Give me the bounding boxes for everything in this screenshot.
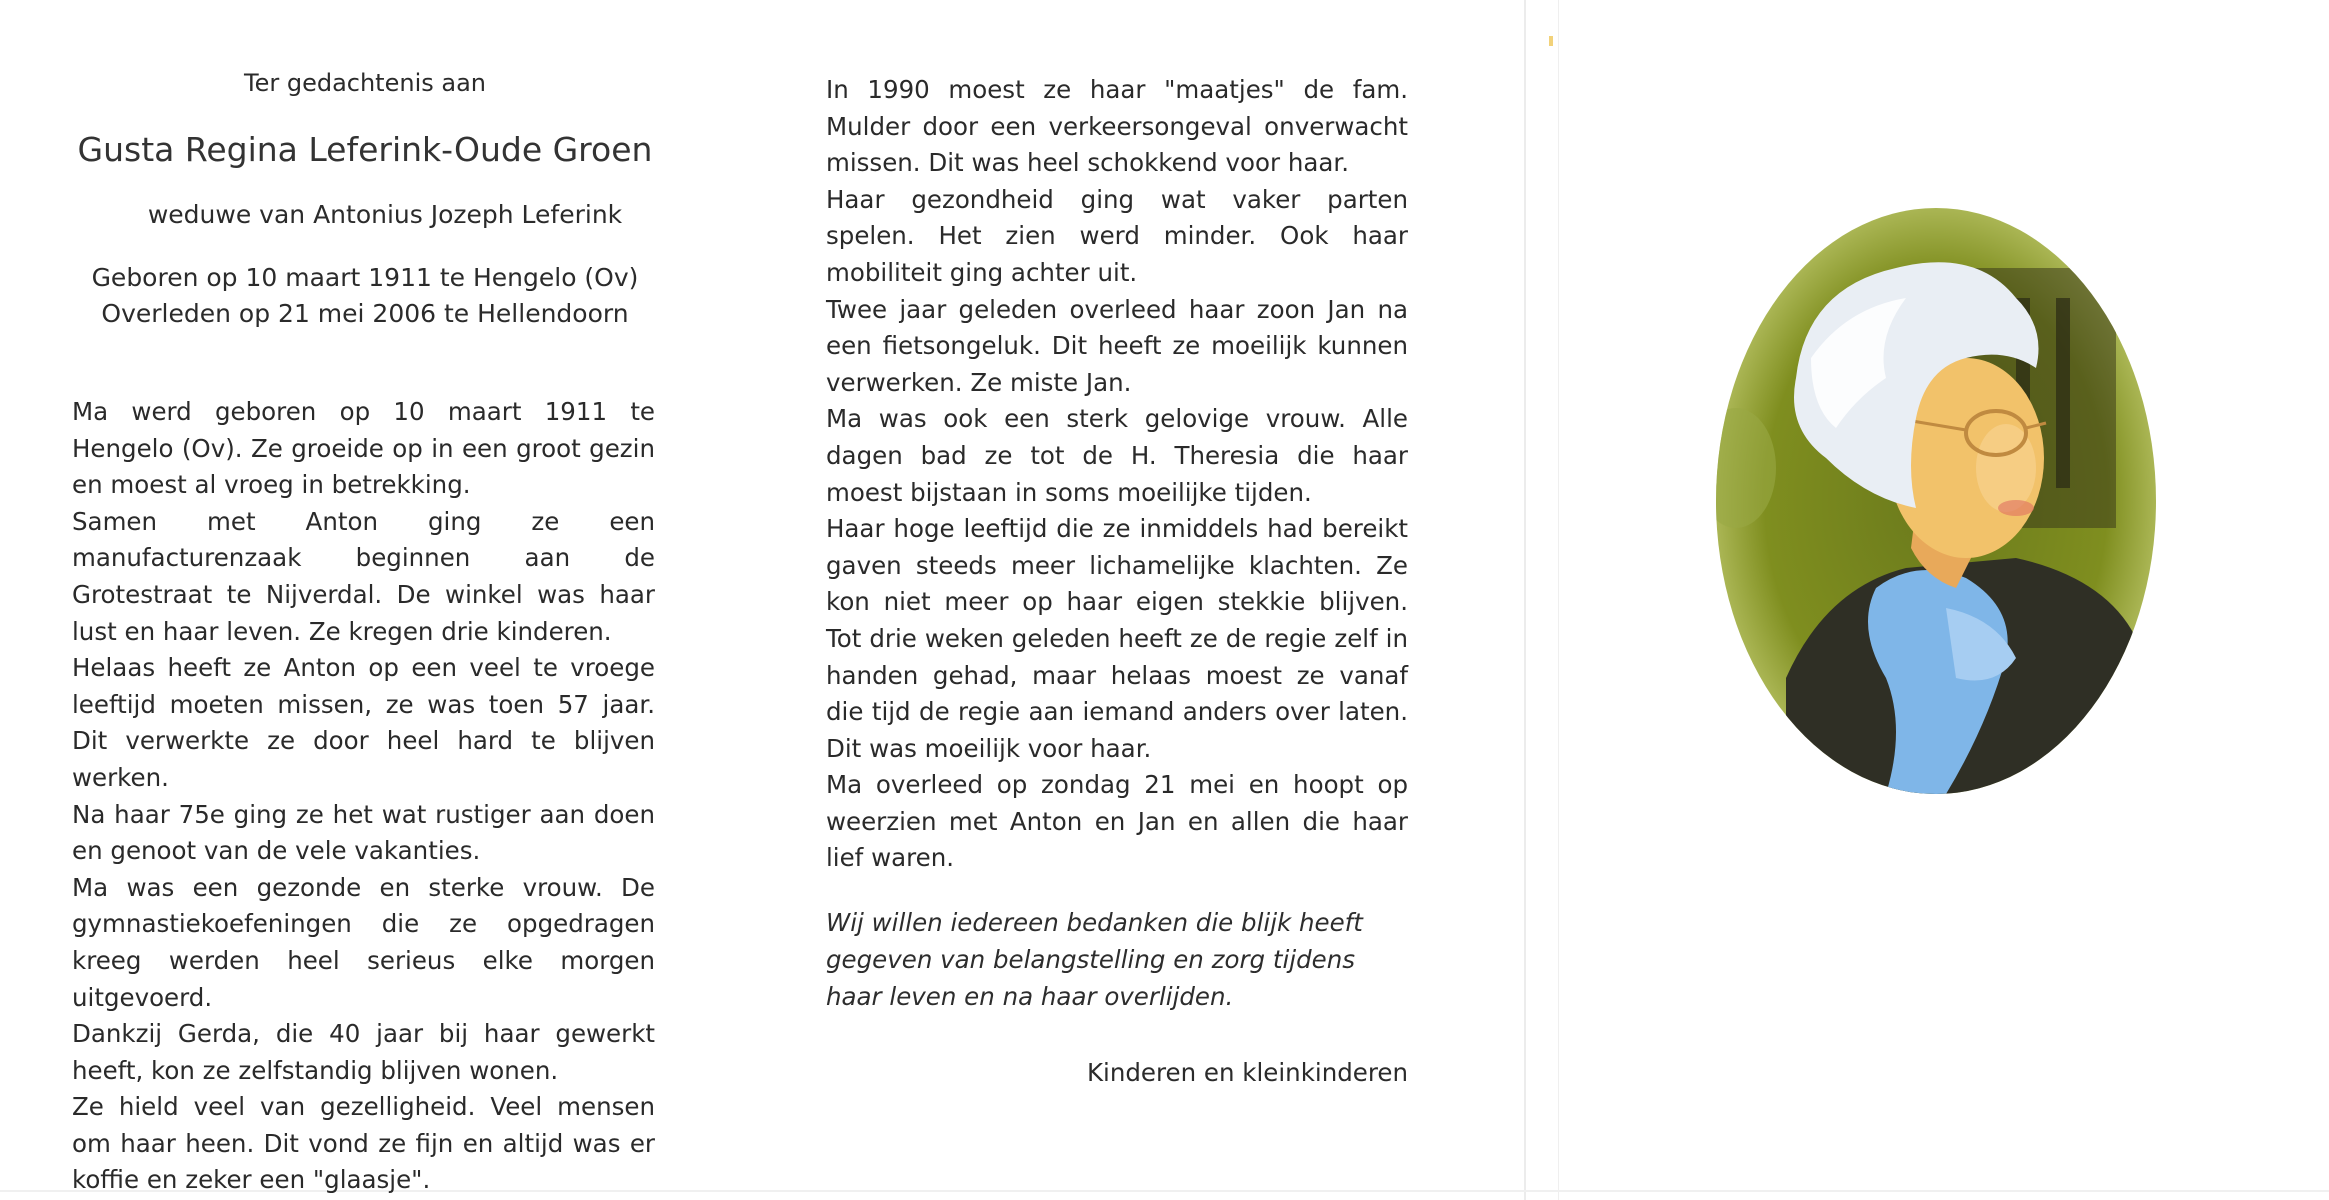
death-line: Overleden op 21 mei 2006 te Hellendoorn [101, 299, 629, 328]
biography-left-column [72, 394, 655, 1199]
portrait-illustration [1716, 208, 2156, 794]
dates-block [70, 260, 660, 332]
paragraph: Na haar 75e ging ze het wat rustiger aan doen en genoot van de vele vakanties. [72, 799, 655, 866]
paragraph: Ma was een gezonde en sterke vrouw. De gymnastiekoefeningen die ze opgedragen kreeg werden heel serieus elke morgen uitgevoerd. [72, 872, 655, 1012]
paragraph: Ma overleed op zondag 21 mei en hoopt op weerzien met Anton en Jan en allen die haar lief waren. [826, 770, 1408, 873]
paragraph: Twee jaar geleden overleed haar zoon Jan na een fietsongeluk. Dit heeft ze moeilijk kunnen verwerken. Ze miste Jan. [826, 294, 1408, 397]
paragraph: Helaas heeft ze Anton op een veel te vroege leeftijd moeten missen, ze was toen 57 jaar. Dit verwerkte ze door heel hard te blijven werken. [72, 653, 655, 792]
paragraph: Ma werd geboren op 10 maart 1911 te Hengelo (Ov). Ze groeide op in een groot gezin en moest al vroeg in betrekking. [72, 397, 655, 500]
paragraph: Ze hield veel van gezelligheid. Veel mensen om haar heen. Dit vond ze fijn en altijd was er koffie en zeker een "glaasje". [72, 1092, 655, 1195]
fold-line [1524, 0, 1526, 1200]
birth-line: Geboren op 10 maart 1911 te Hengelo (Ov) [91, 263, 639, 292]
scan-mark [1549, 36, 1553, 46]
deceased-name: Gusta Regina Leferink-Oude Groen [77, 130, 653, 169]
portrait-photo [1716, 208, 2156, 794]
fold-line-right [1558, 0, 1559, 1200]
thanks-text: Wij willen iedereen bedanken die blijk heeft gegeven van belangstelling en zorg tijdens haar leven en na haar overlijden. [826, 908, 1363, 1011]
paragraph: Dankzij Gerda, die 40 jaar bij haar gewerkt heeft, kon ze zelfstandig blijven wonen. [72, 1019, 655, 1085]
signoff-text: Kinderen en kleinkinderen [1086, 1058, 1408, 1087]
paragraph: Haar gezondheid ging wat vaker parten spelen. Het zien werd minder. Ook haar mobiliteit ging achter uit. [826, 184, 1408, 287]
paragraph: Haar hoge leeftijd die ze inmiddels had bereikt gaven steeds meer lichamelijke klachten. Ze kon niet meer op haar eigen stekkie blijven. Tot drie weken geleden heeft ze de regie zelf in handen gehad, maar helaas moest ze vanaf die tijd de regie aan iemand anders over laten. Dit was moeilijk voor haar. [826, 514, 1408, 763]
paragraph: Ma was ook een sterk gelovige vrouw. Alle dagen bad ze tot de H. Theresia die haar moest bijstaan in soms moeilijke tijden. [826, 404, 1408, 507]
biography-middle-column [826, 72, 1408, 877]
paragraph: Samen met Anton ging ze een manufacturenzaak beginnen aan de Grotestraat te Nijverdal. De winkel was haar lust en haar leven. Ze kregen drie kinderen. [72, 506, 655, 646]
paragraph: In 1990 moest ze haar "maatjes" de fam. Mulder door een verkeersongeval onverwacht missen. Dit was heel schokkend voor haar. [826, 75, 1408, 178]
widow-line: weduwe van Antonius Jozeph Leferink [147, 200, 623, 229]
intro-text: Ter gedachtenis aan [243, 69, 486, 97]
header-block [70, 66, 660, 332]
